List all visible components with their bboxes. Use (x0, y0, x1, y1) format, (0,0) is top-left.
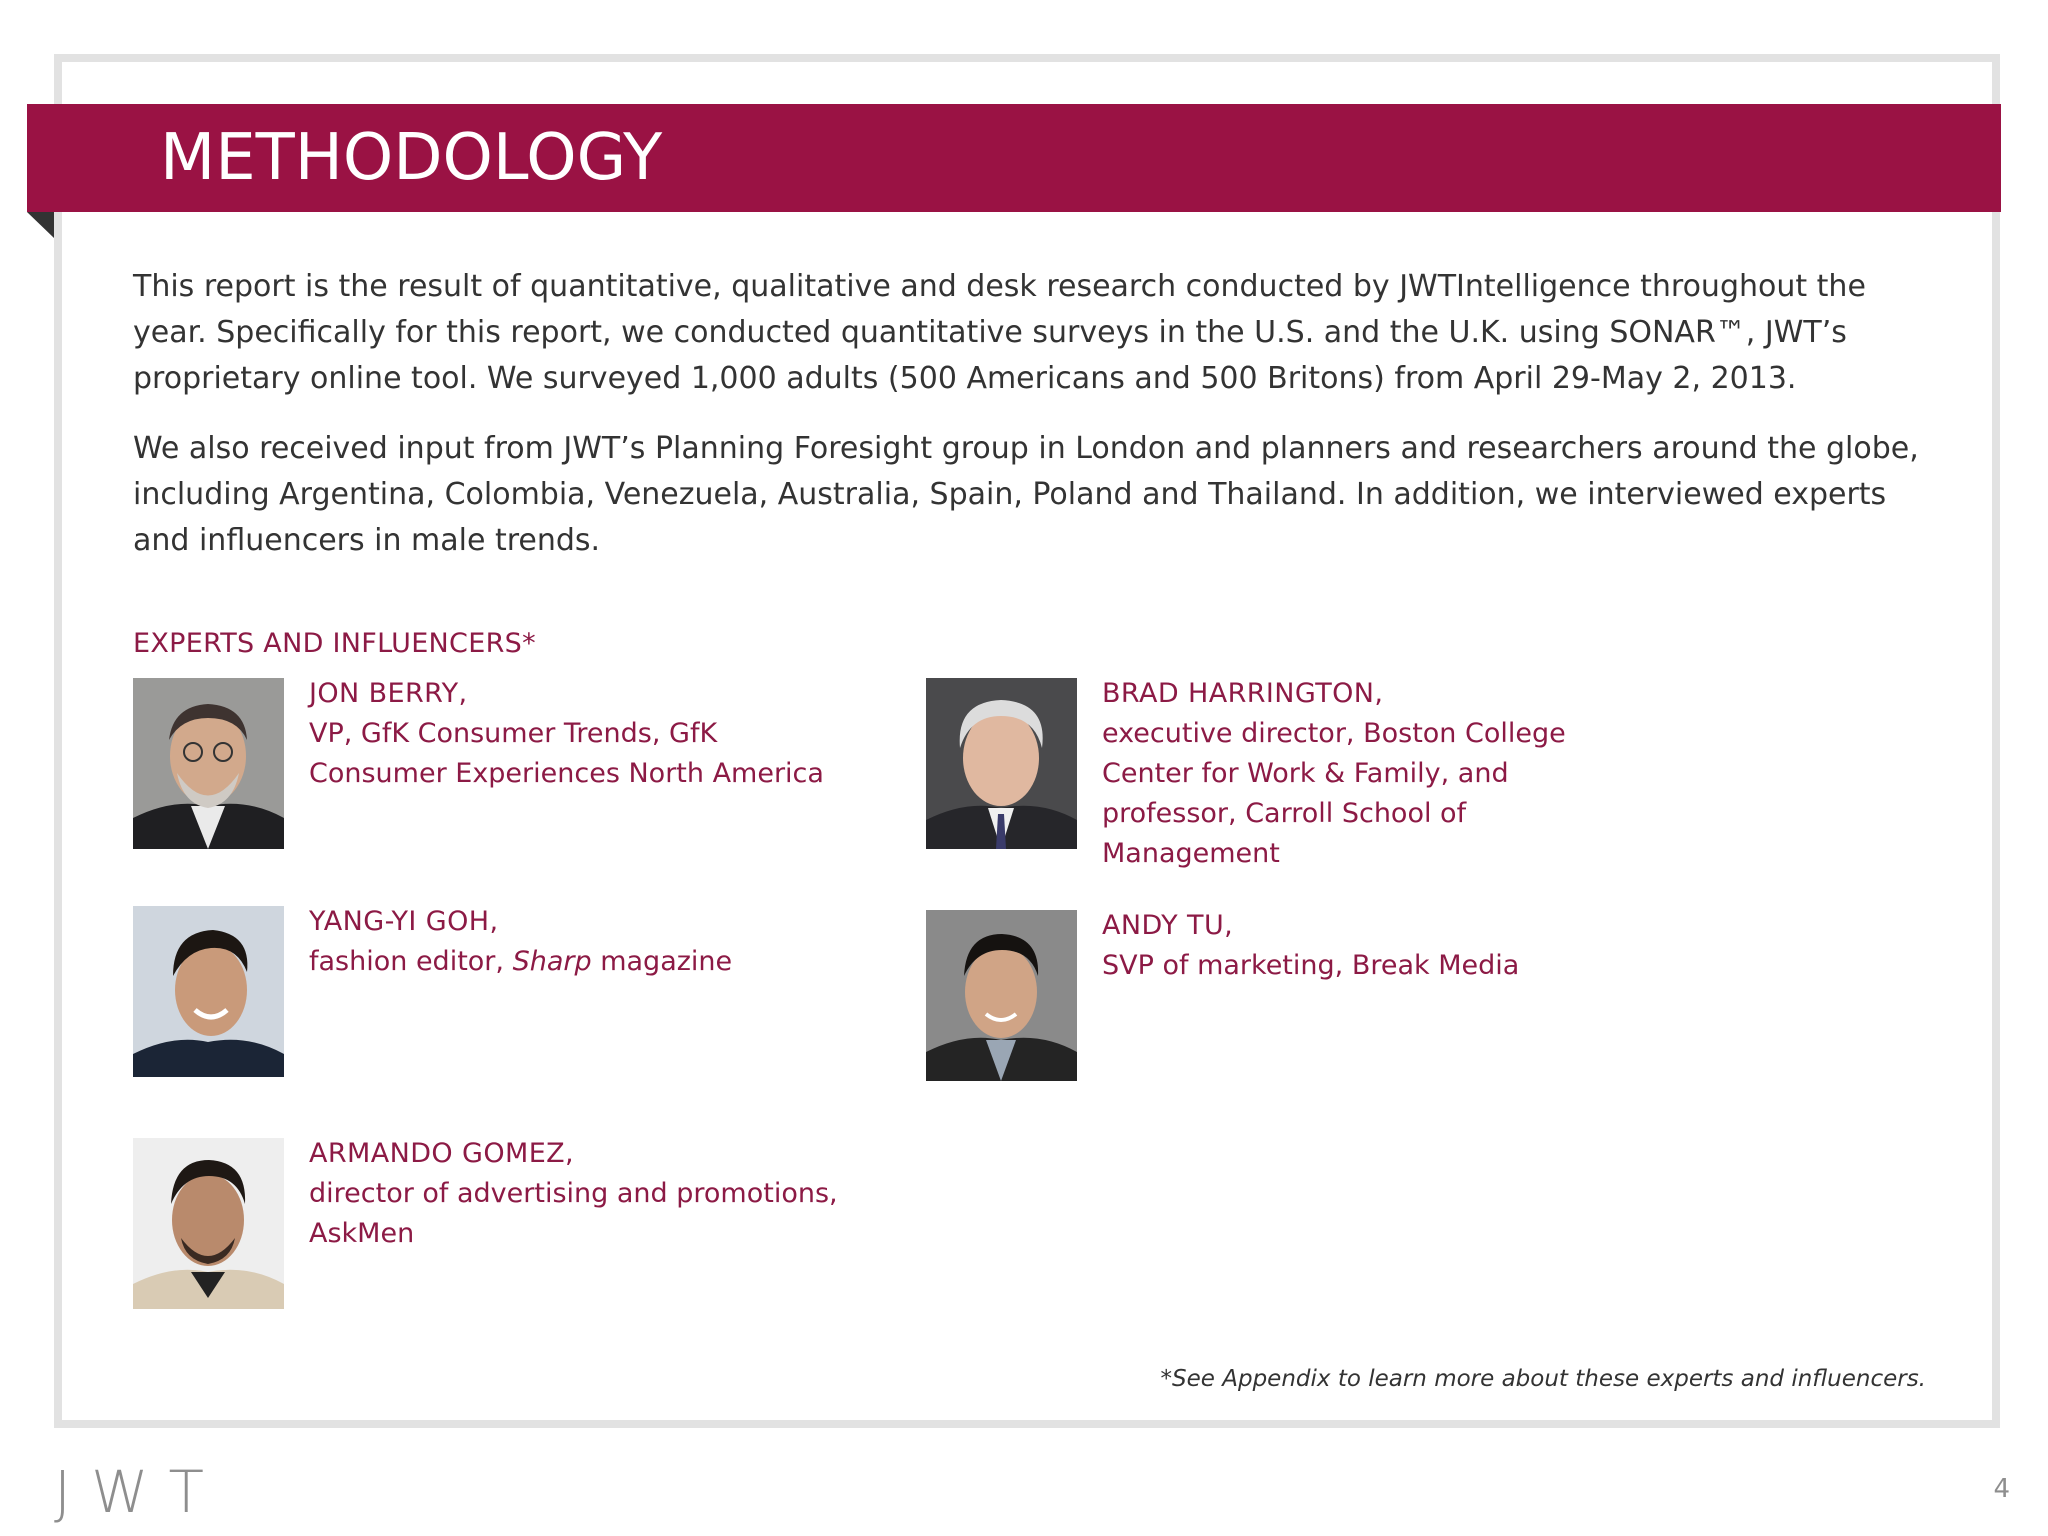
jwt-logo: JWT (54, 1458, 224, 1526)
expert-photo (926, 678, 1077, 849)
page-number: 4 (1993, 1474, 2010, 1504)
expert-role: SVP of marketing, Break Media (1102, 950, 1520, 981)
expert-role: executive director, Boston College Center for Work & Family, and professor, Carroll School of Management (1102, 718, 1566, 869)
expert-photo (133, 678, 284, 849)
title-banner (27, 104, 2001, 212)
intro-text (133, 264, 1933, 588)
expert-role: director of advertising and promotions, AskMen (309, 1178, 838, 1249)
footnote: *See Appendix to learn more about these experts and influencers. (1160, 1366, 1926, 1392)
intro-paragraph-1: This report is the result of quantitative, qualitative and desk research conducted by JWTIntelligence throughout the year. Specifically for this report, we conducted quantitative surveys in the U.S. and the U.K. using SONAR™, JWT’s proprietary online tool. We surveyed 1,000 adults (500 Americans and 500 Britons) from April 29-May 2, 2013. (133, 269, 1866, 396)
expert-photo (133, 1138, 284, 1309)
expert-photo (926, 910, 1077, 1081)
expert-name: JON BERRY, (309, 678, 468, 709)
expert-name: ANDY TU, (1102, 910, 1234, 941)
expert-role: fashion editor, Sharp magazine (309, 946, 733, 977)
intro-paragraph-2: We also received input from JWT’s Planning Foresight group in London and planners and researchers around the globe, including Argentina, Colombia, Venezuela, Australia, Spain, Poland and Thailand. In addition, we interviewed experts and influencers in male trends. (133, 431, 1919, 558)
experts-heading: EXPERTS AND INFLUENCERS* (133, 628, 536, 659)
expert-name: ARMANDO GOMEZ, (309, 1138, 575, 1169)
expert-name: YANG-YI GOH, (309, 906, 499, 937)
banner-fold (27, 212, 54, 238)
expert-name: BRAD HARRINGTON, (1102, 678, 1384, 709)
expert-role: VP, GfK Consumer Trends, GfK Consumer Experiences North America (309, 718, 824, 789)
expert-photo (133, 906, 284, 1077)
page-title: METHODOLOGY (160, 121, 663, 195)
